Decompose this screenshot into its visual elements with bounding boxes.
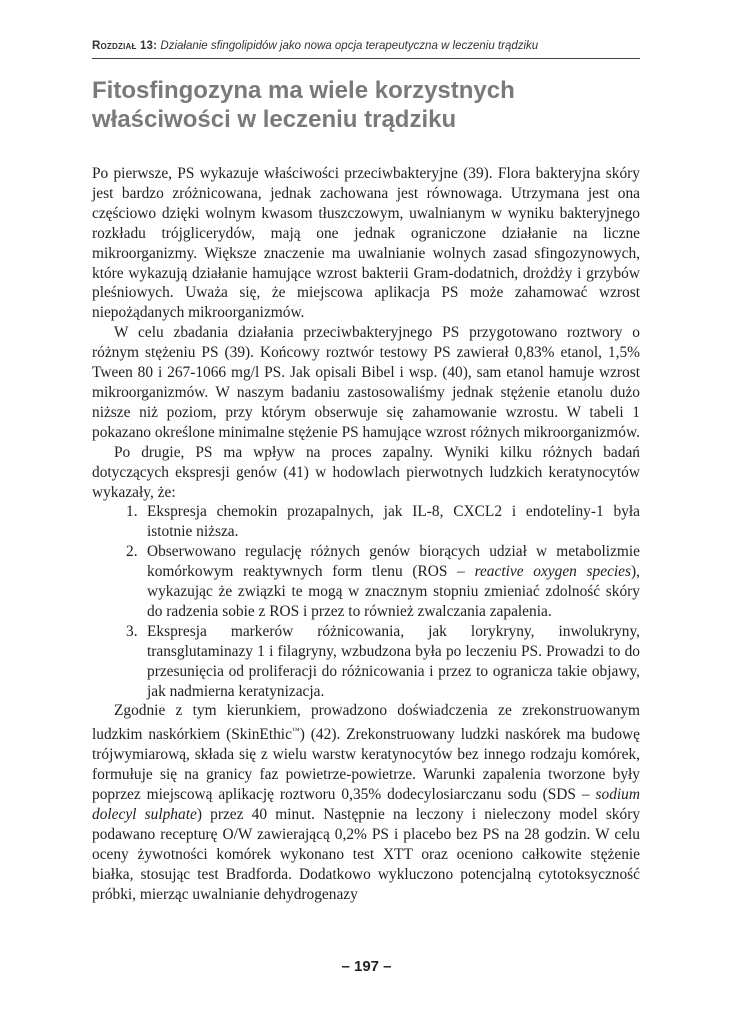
paragraph-4-part-b: ) (42). Zrekonstruowany ludzki naskórek ma budowę trójwymiarową, składa się z wielu warstw keratynocytów bez innego rodzaju komórek, formułuje się na granicy faz powietrze-powietrze. Warunki zapalenia tworzone były poprzez miejscową aplikację roztworu 0,35% dodecylosiarczanu sodu (SDS – xyxy=(92,726,640,804)
chapter-title: Działanie sfingolipidów jako nowa opcja terapeutyczna w leczeniu trądziku xyxy=(160,40,539,52)
list-item xyxy=(92,502,640,542)
section-heading: Fitosfingozyna ma wiele korzystnych właściwości w leczeniu trądziku xyxy=(92,77,515,133)
list-item-text-start: Obserwowano regulację różnych genów biorących udział w metabolizmie komórkowym reaktywnych form tlenu (ROS – xyxy=(147,543,640,581)
paragraph-3: Po drugie, PS ma wpływ na proces zapalny. Wyniki kilku różnych badań dotyczących ekspresji genów (41) w hodowlach pierwotnych ludzkich keratynocytów wykazały, że: xyxy=(92,443,640,501)
list-item-text: Ekspresja markerów różnicowania, jak lorykryny, inwolukryny, transglutaminazy 1 i filagryny, wzbudzona była po leczeniu PS. Prowadzi to do przesunięcia od proliferacji do różnicowania i przez to ogranicza takie objawy, jak nadmierna keratynizacja. xyxy=(147,622,640,700)
list-item-italic-term: reactive oxygen species xyxy=(474,563,631,581)
trademark-symbol: ™ xyxy=(291,726,300,736)
list-item-number: 1. xyxy=(126,503,138,521)
page-number: – 197 – xyxy=(341,958,392,975)
list-item-text-end: ), wykazując że związki te mogą w znacznym stopniu zmieniać zdolność skóry do radzenia sobie z ROS i przez to również zwalczania zapalenia. xyxy=(147,563,640,620)
list-item xyxy=(92,622,640,702)
paragraph-4-part-a: Zgodnie z tym kierunkiem, prowadzono doświadczenia ze zrekonstruowanym ludzkim naskórkiem (SkinEthic xyxy=(92,702,640,744)
list-item-text: Ekspresja chemokin prozapalnych, jak IL-8, CXCL2 i endoteliny-1 była istotnie niższa. xyxy=(147,503,640,541)
paragraph-4-part-c: ) przez 40 minut. Następnie na leczony i nieleczony model skóry podawano recepturę O/W zawierającą 0,2% PS i placebo bez PS na 28 godzin. W celu oceny żywotności komórek wykonano test XTT oraz oceniono całkowite stężenie białka, stosując test Bradforda. Dodatkowo wykluczono potencjalną cytotoksyczność próbki, mierząc uwalnianie dehydrogenazy xyxy=(92,806,641,903)
header-rule xyxy=(92,58,640,59)
body-text xyxy=(92,164,640,905)
list-item-number: 3. xyxy=(126,622,138,640)
chapter-label: Rozdział 13: xyxy=(92,40,158,52)
paragraph-1: Po pierwsze, PS wykazuje właściwości przeciwbakteryjne (39). Flora bakteryjna skóry jest bardzo zróżnicowana, jednak zachowana jest równowaga. Utrzymana jest ona częściowo dzięki wolnym kwasom tłuszczowym, uwalnianym w wyniku bakteryjnego rozkładu trójglicerydów, mają one jednak ograniczone działanie na liczne mikroorganizmy. Większe znaczenie ma uwalnianie wolnych zasad sfingozynowych, które wykazują działanie hamujące wzrost bakterii Gram-dodatnich, drożdży i grzybów pleśniowych. Uważa się, że miejscowa aplikacja PS może zahamować wzrost niepożądanych mikroorganizmów. xyxy=(92,165,640,322)
list-item xyxy=(92,542,640,622)
paragraph-2: W celu zbadania działania przeciwbakteryjnego PS przygotowano roztwory o różnym stężeniu PS (39). Końcowy roztwór testowy PS zawierał 0,83% etanol, 1,5% Tween 80 i 267-1066 mg/l PS. Jak opisali Bibel i wsp. (40), sam etanol hamuje wzrost mikroorganizmów. W naszym badaniu zastosowaliśmy jednak stężenie etanolu dużo niższe niż poziom, przy którym obserwuje się zahamowanie wzrostu. W tabeli 1 pokazano określone minimalne stężenie PS hamujące wzrost różnych mikroorganizmów. xyxy=(92,324,640,441)
paragraph-4 xyxy=(92,701,640,904)
running-header xyxy=(92,40,640,52)
numbered-list xyxy=(92,502,640,701)
paragraph-4-italic-term: sodium dolecyl sulphate xyxy=(92,786,640,824)
list-item-number: 2. xyxy=(126,543,138,561)
